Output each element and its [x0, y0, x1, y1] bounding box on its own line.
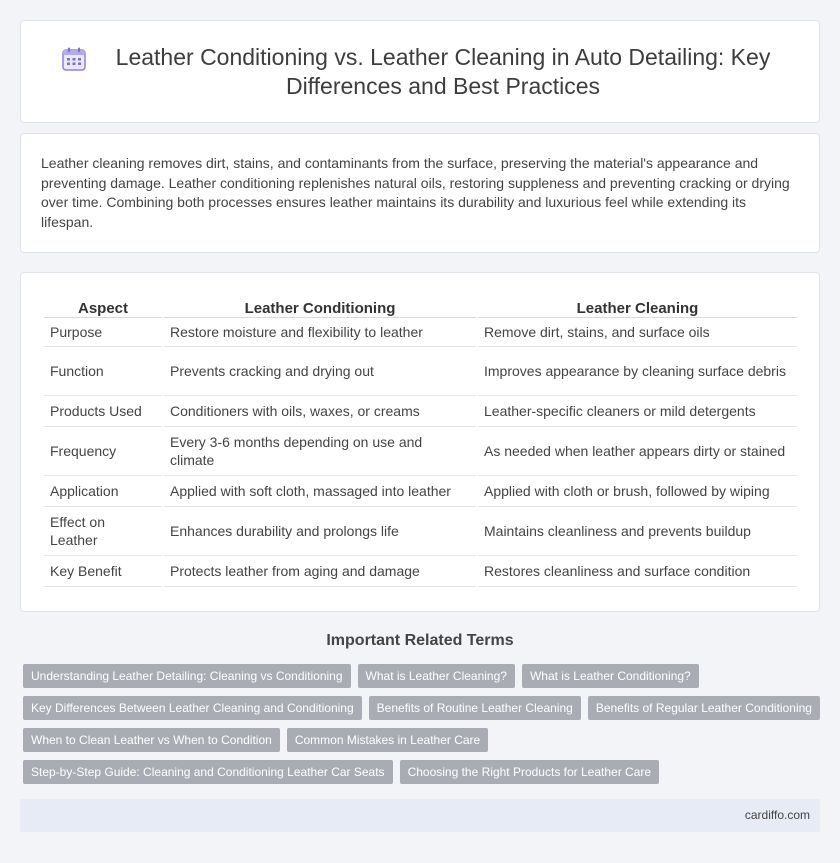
tag-row	[23, 664, 823, 688]
comparison-table	[42, 296, 799, 587]
related-term-tag[interactable]: Benefits of Regular Leather Conditioning	[588, 696, 820, 720]
intro-paragraph: Leather cleaning removes dirt, stains, and contaminants from the surface, preserving the material's appearance and preventing damage. Leather conditioning replenishes natural oils, restoring suppleness and preventing cracking or drying over time. Combining both processes ensures leather maintains its durability and luxurious feel while extending its lifespan.	[41, 155, 790, 230]
table-cell-cleaning: Improves appearance by cleaning surface debris	[478, 347, 797, 396]
table-cell-aspect: Products Used	[44, 396, 162, 427]
intro-card	[20, 133, 820, 253]
table-cell-cleaning: Applied with cloth or brush, followed by wiping	[478, 476, 797, 507]
table-header-row	[44, 296, 797, 318]
table-cell-conditioning: Every 3-6 months depending on use and climate	[164, 427, 476, 476]
table-cell-conditioning: Restore moisture and flexibility to leather	[164, 318, 476, 347]
footer-site-link[interactable]: cardiffo.com	[744, 808, 810, 822]
table-cell-cleaning: Leather-specific cleaners or mild detergents	[478, 396, 797, 427]
related-term-tag[interactable]: Common Mistakes in Leather Care	[287, 728, 488, 752]
related-term-tag[interactable]: When to Clean Leather vs When to Condition	[23, 728, 280, 752]
column-header-cleaning: Leather Cleaning	[478, 296, 797, 318]
comparison-card	[20, 272, 820, 612]
table-cell-aspect: Purpose	[44, 318, 162, 347]
tag-row	[23, 696, 823, 720]
table-cell-cleaning: Remove dirt, stains, and surface oils	[478, 318, 797, 347]
related-term-tag[interactable]: Choosing the Right Products for Leather Care	[400, 760, 659, 784]
related-term-tag[interactable]: What is Leather Cleaning?	[358, 664, 515, 688]
related-terms-list	[23, 664, 823, 792]
related-term-tag[interactable]: Understanding Leather Detailing: Cleaning vs Conditioning	[23, 664, 351, 688]
related-term-tag[interactable]: What is Leather Conditioning?	[522, 664, 699, 688]
footer	[20, 799, 820, 832]
table-cell-cleaning: As needed when leather appears dirty or stained	[478, 427, 797, 476]
table-cell-aspect: Key Benefit	[44, 556, 162, 587]
table-row	[44, 318, 797, 347]
table-cell-aspect: Function	[44, 347, 162, 396]
calendar-icon	[61, 46, 87, 72]
table-row	[44, 556, 797, 587]
page-title: Leather Conditioning vs. Leather Cleaning in Auto Detailing: Key Differences and Best Practices	[115, 44, 771, 99]
table-cell-conditioning: Applied with soft cloth, massaged into leather	[164, 476, 476, 507]
related-term-tag[interactable]: Benefits of Routine Leather Cleaning	[369, 696, 581, 720]
column-header-aspect: Aspect	[44, 296, 162, 318]
table-cell-conditioning: Conditioners with oils, waxes, or creams	[164, 396, 476, 427]
table-cell-aspect: Frequency	[44, 427, 162, 476]
table-cell-cleaning: Restores cleanliness and surface condition	[478, 556, 797, 587]
related-term-tag[interactable]: Step-by-Step Guide: Cleaning and Conditioning Leather Car Seats	[23, 760, 393, 784]
table-row	[44, 396, 797, 427]
table-cell-conditioning: Protects leather from aging and damage	[164, 556, 476, 587]
related-term-tag[interactable]: Key Differences Between Leather Cleaning and Conditioning	[23, 696, 362, 720]
table-row	[44, 427, 797, 476]
column-header-conditioning: Leather Conditioning	[164, 296, 476, 318]
related-terms-title: Important Related Terms	[326, 632, 514, 649]
tag-row	[23, 728, 823, 752]
header-card	[20, 20, 820, 123]
table-cell-aspect: Effect on Leather	[44, 507, 162, 556]
table-row	[44, 476, 797, 507]
table-row	[44, 347, 797, 396]
table-cell-conditioning: Enhances durability and prolongs life	[164, 507, 476, 556]
table-cell-cleaning: Maintains cleanliness and prevents buildup	[478, 507, 797, 556]
tag-row	[23, 760, 823, 784]
table-row	[44, 507, 797, 556]
table-cell-aspect: Application	[44, 476, 162, 507]
table-cell-conditioning: Prevents cracking and drying out	[164, 347, 476, 396]
